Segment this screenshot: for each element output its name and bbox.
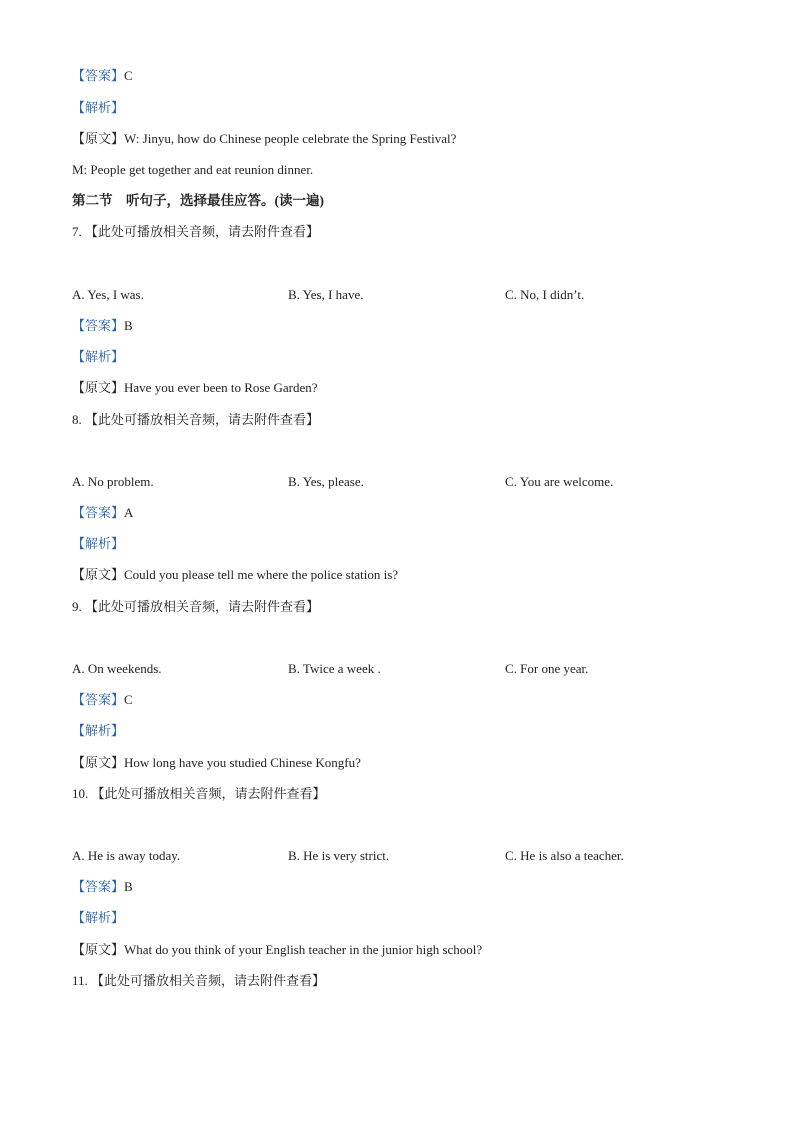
option-b: B. He is very strict. — [288, 848, 390, 863]
option-a: A. He is away today. — [72, 848, 181, 863]
option-a: A. On weekends. — [72, 661, 162, 676]
original-text: Have you ever been to Rose Garden? — [124, 380, 318, 395]
original-line-7 — [72, 380, 318, 397]
question-number: 7. — [72, 224, 82, 239]
answer-value: C — [124, 692, 133, 707]
analysis-tag: 【解析】 — [72, 537, 125, 552]
answer-value: C — [124, 68, 133, 83]
original-line-9 — [72, 755, 361, 772]
audio-prompt[interactable]: 【此处可播放相关音频，请去附件查看】 — [85, 600, 320, 615]
audio-prompt[interactable]: 【此处可播放相关音频，请去附件查看】 — [91, 787, 326, 802]
option-b: B. Yes, please. — [288, 474, 364, 489]
option-b: B. Twice a week . — [288, 661, 381, 676]
audio-prompt[interactable]: 【此处可播放相关音频，请去附件查看】 — [91, 974, 326, 989]
section-title-paren: (读一遍) — [274, 193, 324, 208]
original-tag: 【原文】 — [72, 756, 125, 771]
analysis-line-6 — [72, 100, 124, 117]
analysis-tag: 【解析】 — [72, 911, 125, 926]
analysis-line-8 — [72, 536, 124, 553]
answer-line-7 — [72, 318, 133, 335]
answer-line-10 — [72, 879, 133, 896]
original-line-8 — [72, 567, 398, 584]
original-line-6 — [72, 131, 456, 148]
answer-tag: 【答案】 — [72, 319, 125, 334]
option-c: C. He is also a teacher. — [505, 848, 624, 863]
original-text: How long have you studied Chinese Kongfu? — [124, 755, 361, 770]
audio-prompt[interactable]: 【此处可播放相关音频，请去附件查看】 — [85, 413, 320, 428]
question-9 — [72, 599, 319, 616]
option-b: B. Yes, I have. — [288, 287, 364, 302]
original-text: Could you please tell me where the police station is? — [124, 567, 399, 582]
answer-tag: 【答案】 — [72, 693, 125, 708]
answer-tag: 【答案】 — [72, 506, 125, 521]
original-line-6b — [72, 162, 313, 178]
answer-value: B — [124, 879, 133, 894]
analysis-line-10 — [72, 910, 124, 927]
analysis-tag: 【解析】 — [72, 350, 125, 365]
original-text: W: Jinyu, how do Chinese people celebrate the Spring Festival? — [124, 131, 457, 146]
original-text: M: People get together and eat reunion dinner. — [72, 162, 314, 177]
analysis-line-7 — [72, 349, 124, 366]
question-8 — [72, 412, 319, 429]
audio-prompt[interactable]: 【此处可播放相关音频，请去附件查看】 — [85, 225, 320, 240]
original-line-10 — [72, 942, 482, 959]
question-number: 11. — [72, 973, 88, 988]
question-10 — [72, 786, 326, 803]
question-number: 10. — [72, 786, 89, 801]
answer-tag: 【答案】 — [72, 880, 125, 895]
original-tag: 【原文】 — [72, 132, 125, 147]
answer-line-8 — [72, 505, 133, 522]
option-c: C. You are welcome. — [505, 474, 614, 489]
option-a: A. Yes, I was. — [72, 287, 144, 302]
analysis-tag: 【解析】 — [72, 101, 125, 116]
analysis-tag: 【解析】 — [72, 724, 125, 739]
original-tag: 【原文】 — [72, 381, 125, 396]
answer-tag: 【答案】 — [72, 69, 125, 84]
section-title — [72, 193, 324, 209]
option-c: C. No, I didn’t. — [505, 287, 585, 302]
original-text: What do you think of your English teacher in the junior high school? — [124, 942, 483, 957]
original-tag: 【原文】 — [72, 568, 125, 583]
question-7 — [72, 224, 319, 241]
analysis-line-9 — [72, 723, 124, 740]
answer-line-6 — [72, 68, 133, 85]
option-a: A. No problem. — [72, 474, 154, 489]
answer-line-9 — [72, 692, 133, 709]
question-number: 9. — [72, 599, 82, 614]
question-11 — [72, 973, 325, 990]
option-c: C. For one year. — [505, 661, 589, 676]
original-tag: 【原文】 — [72, 943, 125, 958]
section-title-cn: 第二节 听句子，选择最佳应答。 — [72, 193, 275, 209]
question-number: 8. — [72, 412, 82, 427]
answer-value: B — [124, 318, 133, 333]
answer-value: A — [124, 505, 134, 520]
